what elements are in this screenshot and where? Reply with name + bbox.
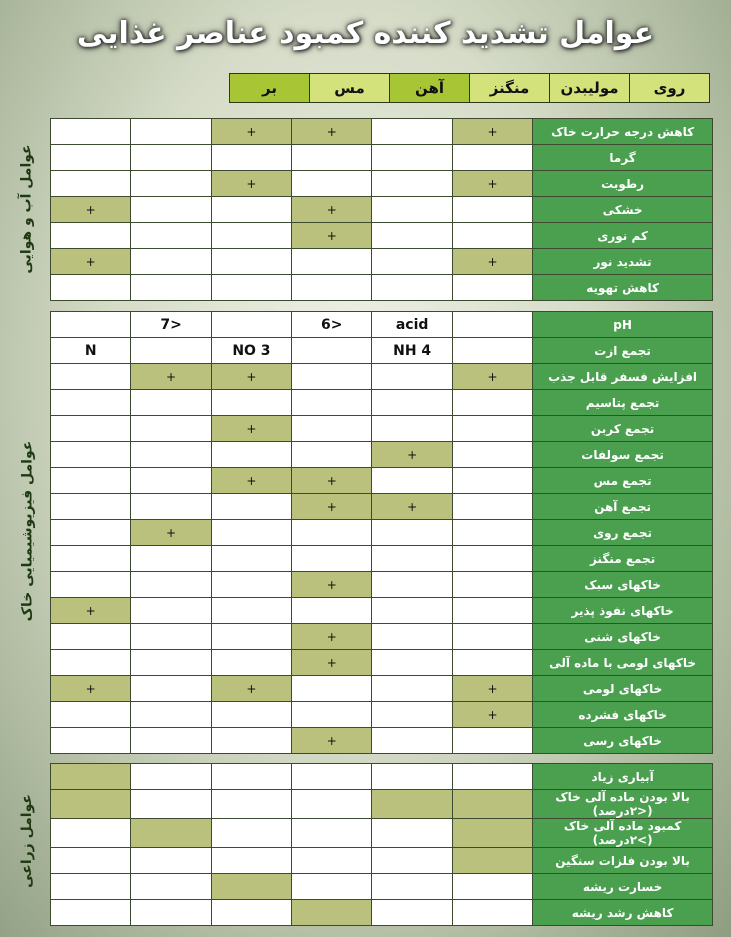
table-cell: +	[211, 416, 291, 442]
table-row	[51, 275, 713, 301]
table-cell: +	[292, 223, 372, 249]
table-cell: +	[131, 520, 211, 546]
table-cell	[131, 468, 211, 494]
table-cell: <7	[131, 312, 211, 338]
table-cell	[211, 650, 291, 676]
table-cell	[51, 790, 131, 819]
row-label: خشکی	[533, 197, 713, 223]
table-cell	[51, 728, 131, 754]
table-cell: +	[51, 676, 131, 702]
table-cell	[292, 874, 372, 900]
table-cell	[131, 650, 211, 676]
table-cell: +	[452, 702, 532, 728]
table-cell	[131, 790, 211, 819]
table-cell: +	[372, 494, 452, 520]
table-cell	[452, 494, 532, 520]
page-title: عوامل تشدید کننده کمبود عناصر غذایی	[76, 16, 655, 51]
section-label-climate-box	[8, 118, 46, 300]
table-cell	[452, 468, 532, 494]
table-cell	[292, 171, 372, 197]
table-row	[51, 572, 713, 598]
table-cell	[211, 312, 291, 338]
row-label: بالا بودن ماده آلی خاک (<۲درصد)	[533, 790, 713, 819]
table-row	[51, 390, 713, 416]
table-cell	[211, 702, 291, 728]
table-cell	[211, 390, 291, 416]
table-cell	[372, 119, 452, 145]
row-label: خسارت ریشه	[533, 874, 713, 900]
table-cell	[452, 764, 532, 790]
row-label: خاکهای فشرده	[533, 702, 713, 728]
table-cell	[452, 848, 532, 874]
table-cell	[131, 598, 211, 624]
table-cell	[131, 442, 211, 468]
table-cell: +	[292, 119, 372, 145]
table-cell	[372, 416, 452, 442]
table-cell	[51, 223, 131, 249]
table-cell: +	[292, 468, 372, 494]
table-cell	[51, 468, 131, 494]
table-cell: +	[211, 364, 291, 390]
table-row	[51, 249, 713, 275]
table-cell	[372, 546, 452, 572]
table-cell	[211, 624, 291, 650]
table-cell	[372, 819, 452, 848]
table-cell	[452, 819, 532, 848]
row-label: بالا بودن فلزات سنگین	[533, 848, 713, 874]
row-label: خاکهای سبک	[533, 572, 713, 598]
row-label: افزایش فسفر قابل جذب	[533, 364, 713, 390]
table-cell	[452, 442, 532, 468]
row-label: تجمع روی	[533, 520, 713, 546]
table-cell: N	[51, 338, 131, 364]
table-cell	[51, 442, 131, 468]
table-cell	[292, 275, 372, 301]
table-cell	[372, 900, 452, 926]
table-cell	[51, 390, 131, 416]
table-cell	[372, 598, 452, 624]
table-cell	[372, 624, 452, 650]
table-row	[51, 676, 713, 702]
table-cell	[372, 364, 452, 390]
column-header-molybdenum: مولیبدن	[550, 74, 630, 103]
table-row	[51, 728, 713, 754]
row-label: تجمع پتاسیم	[533, 390, 713, 416]
row-label: تجمع ازت	[533, 338, 713, 364]
table-cell	[131, 275, 211, 301]
table-cell: +	[292, 624, 372, 650]
row-label: کم نوری	[533, 223, 713, 249]
table-cell	[372, 145, 452, 171]
table-cell	[211, 598, 291, 624]
row-label: کاهش رشد ریشه	[533, 900, 713, 926]
table-cell	[131, 848, 211, 874]
table-cell	[372, 650, 452, 676]
table-cell	[292, 702, 372, 728]
table-cell	[292, 364, 372, 390]
table-cell	[131, 900, 211, 926]
table-cell	[211, 223, 291, 249]
table-cell	[452, 197, 532, 223]
table-cell	[292, 520, 372, 546]
row-label: کاهش درجه حرارت خاک	[533, 119, 713, 145]
table-cell	[452, 520, 532, 546]
table-cell	[51, 900, 131, 926]
table-cell: NO 3	[211, 338, 291, 364]
table-row	[51, 364, 713, 390]
table-cell: +	[211, 119, 291, 145]
table-row	[51, 520, 713, 546]
table-cell	[211, 790, 291, 819]
table-cell	[452, 416, 532, 442]
table-cell: +	[452, 364, 532, 390]
row-label: خاکهای نفوذ پذیر	[533, 598, 713, 624]
table-cell	[452, 728, 532, 754]
table-row	[51, 546, 713, 572]
table-cell	[51, 416, 131, 442]
table-cell	[372, 874, 452, 900]
table-cell	[131, 249, 211, 275]
table-cell	[51, 819, 131, 848]
table-cell	[452, 598, 532, 624]
soil-factors-table	[50, 311, 713, 754]
table-cell	[452, 572, 532, 598]
table-cell	[211, 874, 291, 900]
table-row	[51, 145, 713, 171]
table-cell	[131, 728, 211, 754]
table-cell	[131, 819, 211, 848]
table-cell: +	[452, 676, 532, 702]
row-label: خاکهای لومی	[533, 676, 713, 702]
table-row	[51, 416, 713, 442]
table-cell	[211, 249, 291, 275]
row-label: خاکهای لومی با ماده آلی	[533, 650, 713, 676]
table-cell	[372, 249, 452, 275]
table-cell: <6	[292, 312, 372, 338]
table-cell	[452, 338, 532, 364]
table-cell: +	[211, 171, 291, 197]
table-cell: +	[51, 598, 131, 624]
column-header-iron: آهن	[390, 74, 470, 103]
table-cell	[211, 197, 291, 223]
table-cell	[211, 494, 291, 520]
table-cell	[292, 390, 372, 416]
table-cell	[292, 764, 372, 790]
row-label: تجمع مس	[533, 468, 713, 494]
table-cell	[131, 338, 211, 364]
table-cell	[452, 874, 532, 900]
table-cell	[51, 145, 131, 171]
row-label: رطوبت	[533, 171, 713, 197]
table-row	[51, 312, 713, 338]
table-cell	[372, 848, 452, 874]
table-cell	[131, 171, 211, 197]
table-row	[51, 338, 713, 364]
table-cell	[211, 848, 291, 874]
element-header-row	[229, 73, 710, 103]
table-row	[51, 764, 713, 790]
row-label: گرما	[533, 145, 713, 171]
table-cell	[211, 275, 291, 301]
table-cell	[292, 598, 372, 624]
table-row	[51, 119, 713, 145]
table-row	[51, 494, 713, 520]
row-label: کمبود ماده آلی خاک (>۲درصد)	[533, 819, 713, 848]
table-cell	[131, 223, 211, 249]
table-cell	[292, 819, 372, 848]
table-cell: acid	[372, 312, 452, 338]
table-cell	[372, 275, 452, 301]
table-cell	[131, 119, 211, 145]
table-cell	[292, 546, 372, 572]
table-cell	[211, 900, 291, 926]
table-row	[51, 598, 713, 624]
row-label: تجمع منگنز	[533, 546, 713, 572]
table-cell	[452, 390, 532, 416]
table-cell	[211, 145, 291, 171]
row-label: آبیاری زیاد	[533, 764, 713, 790]
table-cell: NH 4	[372, 338, 452, 364]
table-cell	[51, 494, 131, 520]
table-cell	[452, 223, 532, 249]
table-cell	[131, 764, 211, 790]
table-row	[51, 624, 713, 650]
table-cell: +	[292, 572, 372, 598]
table-cell	[131, 624, 211, 650]
table-cell	[372, 728, 452, 754]
table-cell: +	[452, 171, 532, 197]
table-cell	[211, 442, 291, 468]
table-cell	[51, 171, 131, 197]
table-cell	[292, 790, 372, 819]
table-cell	[51, 650, 131, 676]
table-cell	[372, 171, 452, 197]
table-cell: +	[292, 494, 372, 520]
table-cell	[131, 676, 211, 702]
table-cell: +	[372, 442, 452, 468]
table-cell	[372, 520, 452, 546]
climate-factors-table	[50, 118, 713, 301]
table-cell	[51, 275, 131, 301]
table-cell	[51, 119, 131, 145]
table-cell	[51, 364, 131, 390]
table-cell	[131, 197, 211, 223]
row-label: تجمع کربن	[533, 416, 713, 442]
table-cell	[211, 728, 291, 754]
table-row	[51, 819, 713, 848]
table-cell	[131, 416, 211, 442]
table-cell	[452, 624, 532, 650]
table-cell	[372, 390, 452, 416]
table-cell	[131, 390, 211, 416]
table-row	[51, 468, 713, 494]
table-cell: +	[292, 728, 372, 754]
table-cell	[372, 676, 452, 702]
table-cell	[51, 874, 131, 900]
table-cell: +	[292, 197, 372, 223]
table-cell	[292, 145, 372, 171]
row-label: تجمع آهن	[533, 494, 713, 520]
table-cell	[292, 338, 372, 364]
table-cell: +	[51, 197, 131, 223]
section-label-soil-box	[8, 311, 46, 751]
agronomic-factors-table	[50, 763, 713, 926]
table-cell	[452, 275, 532, 301]
table-cell: +	[211, 468, 291, 494]
table-cell	[372, 197, 452, 223]
table-cell	[211, 764, 291, 790]
table-cell	[292, 249, 372, 275]
column-header-manganese: منگنز	[470, 74, 550, 103]
table-cell: +	[452, 119, 532, 145]
table-cell	[51, 520, 131, 546]
table-cell: +	[51, 249, 131, 275]
table-cell	[131, 874, 211, 900]
table-cell	[131, 494, 211, 520]
table-cell	[292, 848, 372, 874]
row-label: خاکهای رسی	[533, 728, 713, 754]
table-cell	[452, 145, 532, 171]
table-row	[51, 702, 713, 728]
table-cell	[292, 416, 372, 442]
table-row	[51, 790, 713, 819]
table-row	[51, 442, 713, 468]
section-label-agronomic-box	[8, 763, 46, 918]
table-row	[51, 197, 713, 223]
row-label: کاهش تهویه	[533, 275, 713, 301]
table-cell	[452, 546, 532, 572]
table-cell	[292, 900, 372, 926]
table-cell	[51, 764, 131, 790]
table-cell	[51, 312, 131, 338]
row-label: تجمع سولفات	[533, 442, 713, 468]
table-cell	[372, 468, 452, 494]
table-cell	[131, 572, 211, 598]
table-cell	[452, 900, 532, 926]
section-label-soil: عوامل فیزیوشیمیایی خاک	[19, 440, 35, 622]
row-label: pH	[533, 312, 713, 338]
table-cell	[372, 790, 452, 819]
table-cell	[292, 676, 372, 702]
table-row	[51, 650, 713, 676]
table-cell: +	[211, 676, 291, 702]
table-cell	[372, 764, 452, 790]
table-cell	[131, 145, 211, 171]
table-row	[51, 848, 713, 874]
table-cell	[372, 572, 452, 598]
section-label-agronomic: عوامل زراعی	[19, 793, 36, 888]
table-cell	[292, 442, 372, 468]
column-header-copper: مس	[310, 74, 390, 103]
table-cell	[131, 546, 211, 572]
table-cell	[211, 572, 291, 598]
table-cell	[372, 702, 452, 728]
row-label: تشدید نور	[533, 249, 713, 275]
table-cell	[452, 790, 532, 819]
column-header-boron: بر	[230, 74, 310, 103]
table-row	[51, 223, 713, 249]
table-cell	[51, 572, 131, 598]
table-cell	[452, 312, 532, 338]
table-row	[51, 900, 713, 926]
table-row	[51, 171, 713, 197]
section-label-climate: عوامل آب و هوایی	[19, 144, 36, 274]
table-cell	[51, 848, 131, 874]
table-cell	[372, 223, 452, 249]
table-cell	[51, 702, 131, 728]
table-cell	[211, 546, 291, 572]
table-cell: +	[452, 249, 532, 275]
table-cell	[51, 546, 131, 572]
table-cell	[131, 702, 211, 728]
table-cell	[452, 650, 532, 676]
table-cell: +	[131, 364, 211, 390]
table-cell	[51, 624, 131, 650]
table-cell	[211, 819, 291, 848]
table-cell	[211, 520, 291, 546]
row-label: خاکهای شنی	[533, 624, 713, 650]
table-row	[51, 874, 713, 900]
table-cell: +	[292, 650, 372, 676]
column-header-zinc: روی	[630, 74, 710, 103]
